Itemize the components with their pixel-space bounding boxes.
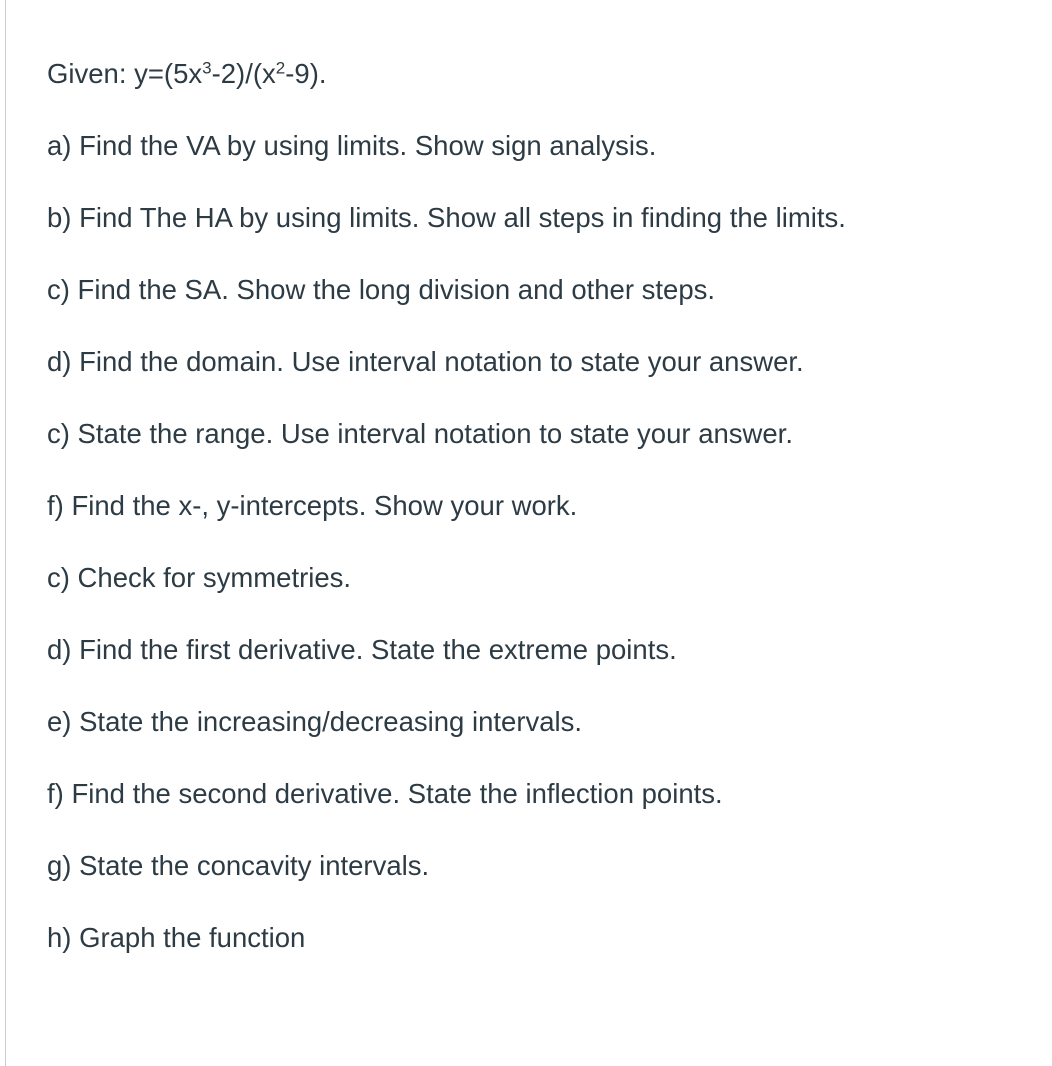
given-equation (47, 57, 1027, 91)
part-d-domain: d) Find the domain. Use interval notation to state your answer. (47, 346, 804, 377)
given-prefix: Given: y=(5x (47, 58, 203, 89)
exponent-squared: 2 (275, 58, 286, 78)
part-g-concavity: g) State the concavity intervals. (47, 850, 430, 881)
part-c-sa: c) Find the SA. Show the long division and other steps. (47, 274, 716, 305)
part-c-range: c) State the range. Use interval notation to state your answer. (47, 418, 793, 449)
part-e-increasing-decreasing: e) State the increasing/decreasing intervals. (47, 706, 583, 737)
part-f-second-derivative: f) Find the second derivative. State the inflection points. (47, 778, 723, 809)
part-a-va: a) Find the VA by using limits. Show sign analysis. (47, 130, 657, 161)
given-middle: -2)/(x (211, 58, 276, 89)
part-b-ha: b) Find The HA by using limits. Show all steps in finding the limits. (47, 202, 846, 233)
part-c-symmetries: c) Check for symmetries. (47, 562, 352, 593)
exponent-cubed: 3 (202, 58, 212, 78)
given-suffix: -9). (285, 58, 327, 89)
question-body (47, 57, 1027, 993)
part-d-first-derivative: d) Find the first derivative. State the extreme points. (47, 634, 677, 665)
left-border (5, 0, 6, 1066)
part-h-graph: h) Graph the function (47, 922, 306, 953)
part-f-intercepts: f) Find the x-, y-intercepts. Show your work. (47, 490, 578, 521)
